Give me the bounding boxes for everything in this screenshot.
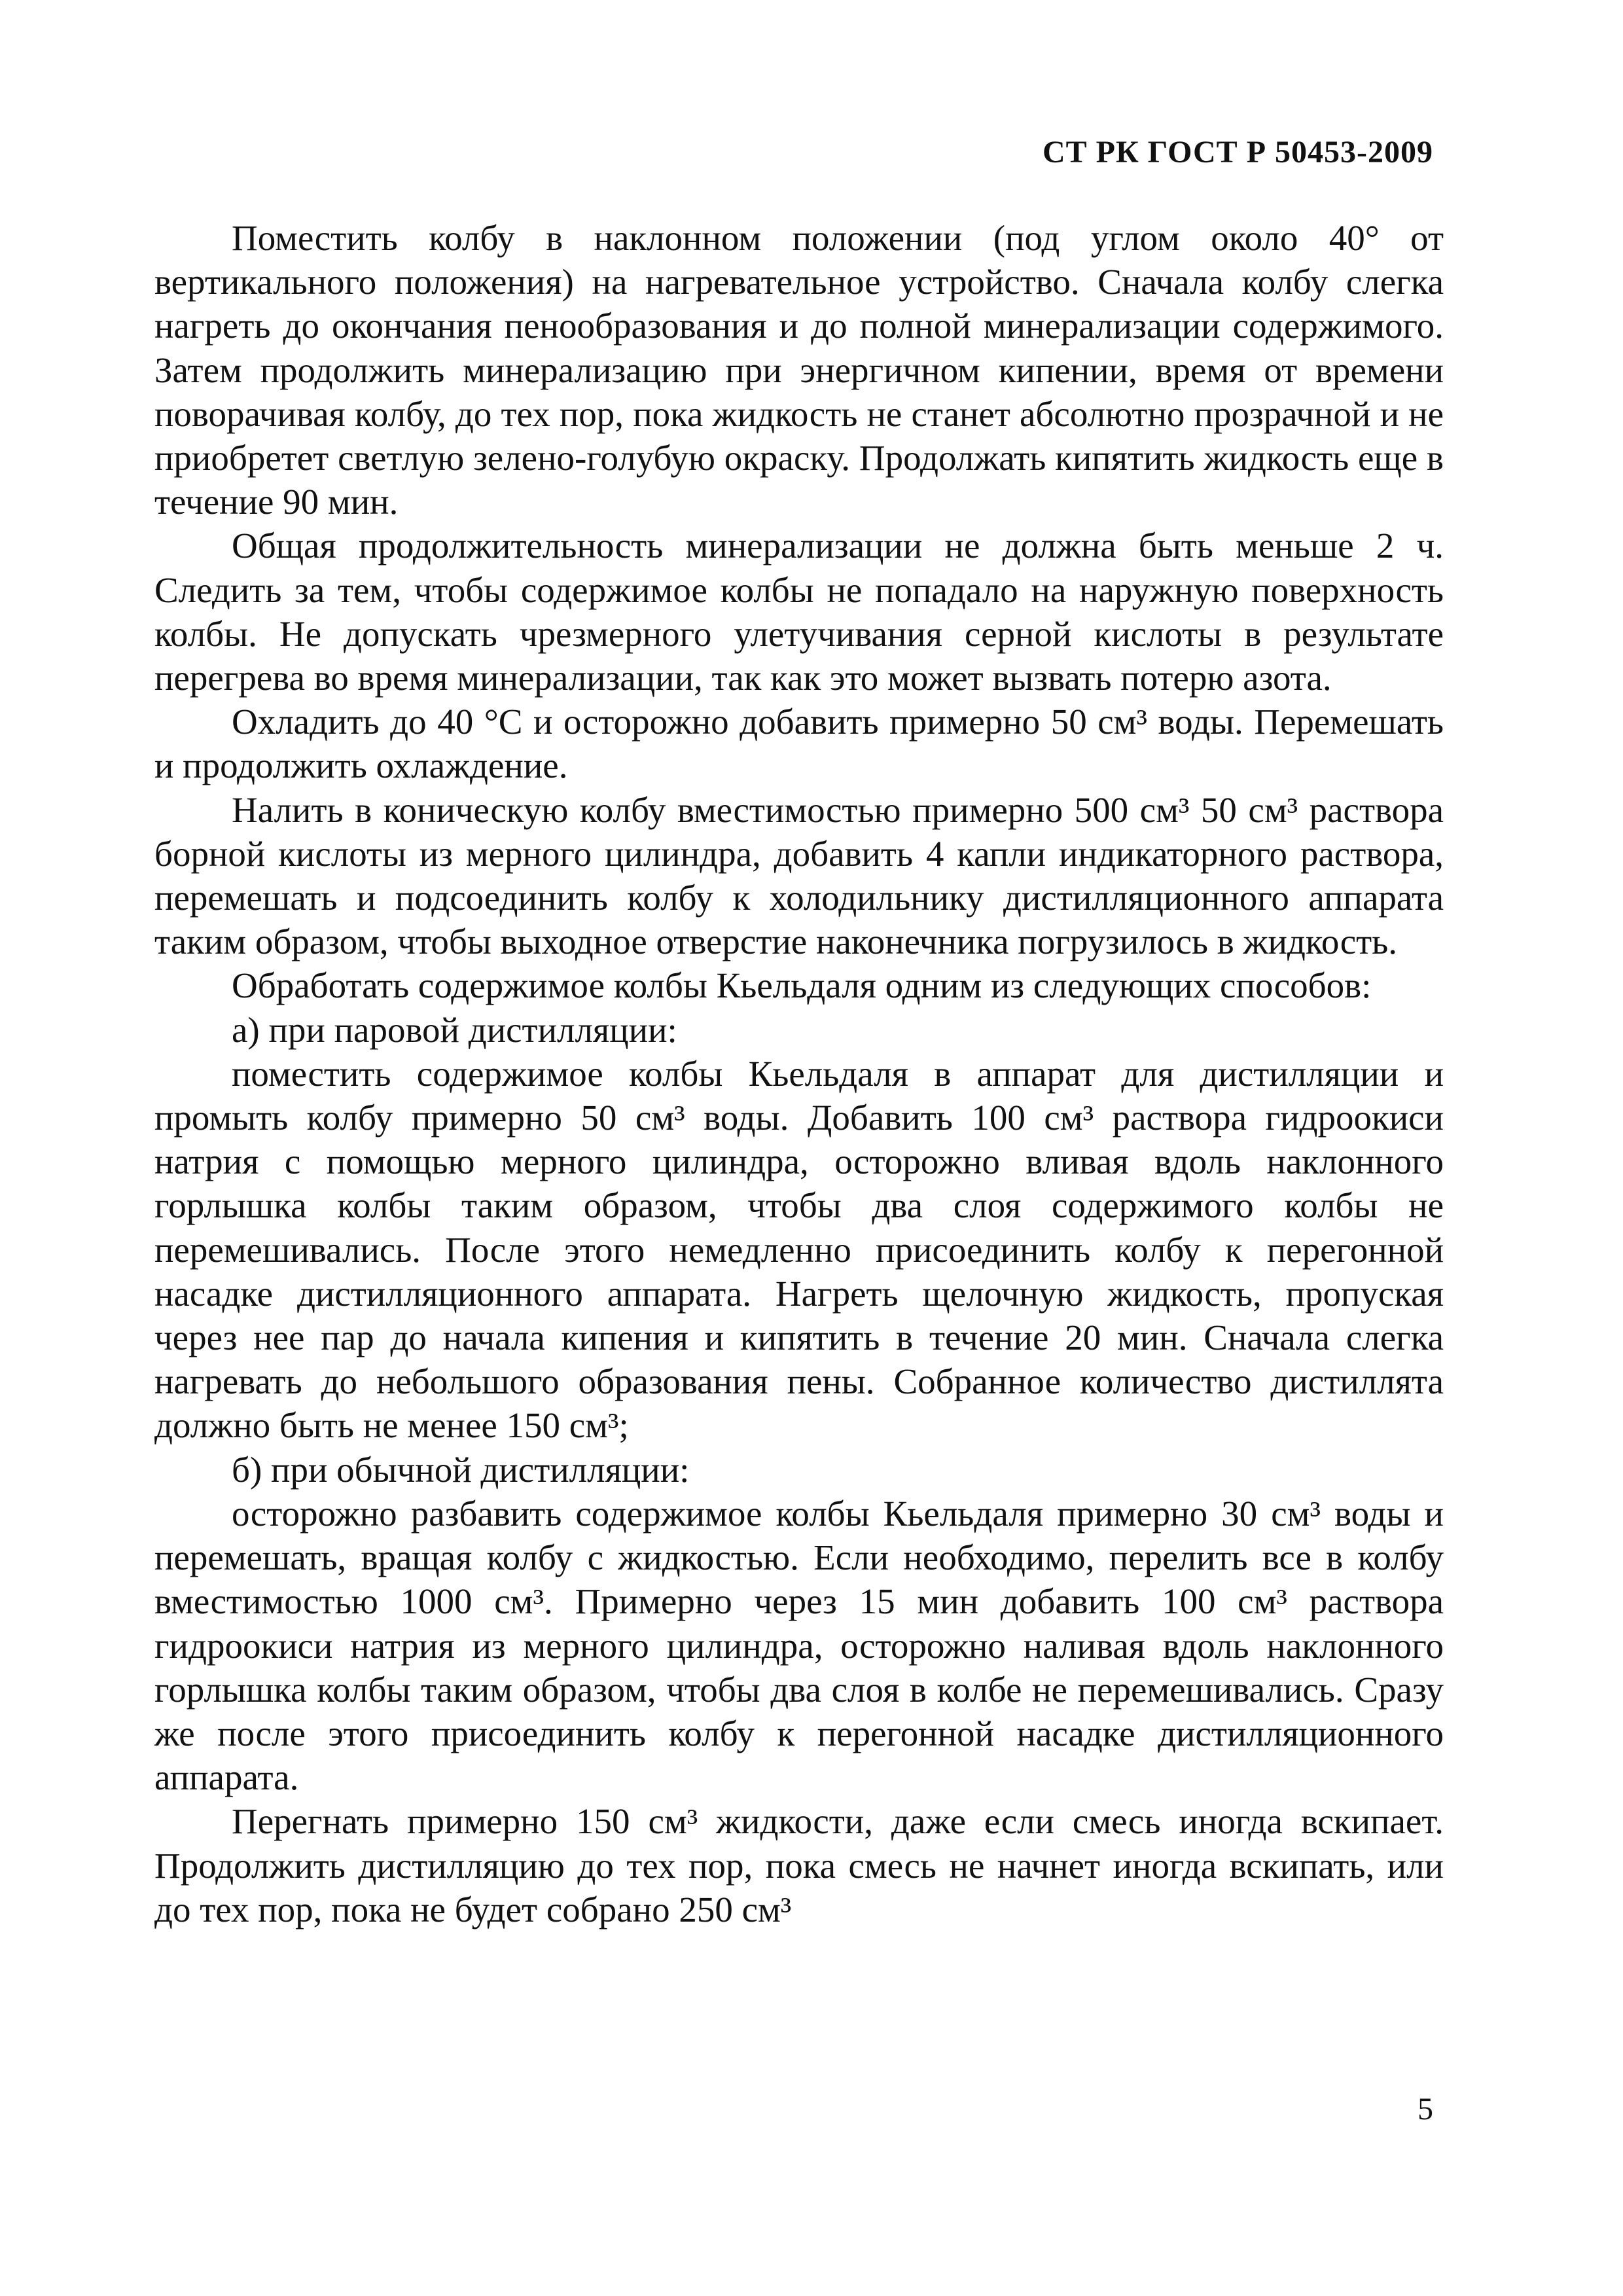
paragraph: Общая продолжительность минерализации не должна быть меньше 2 ч. Следить за тем, чтобы содержимое колбы не попадало на наружную поверхность колбы. Не допускать чрезмерного улетучивания серной кислоты в результате перегрева во время минерализации, так как это может вызвать потерю азота.	[154, 526, 1444, 698]
paragraph: б) при обычной дистилляции:	[232, 1449, 690, 1490]
paragraph: осторожно разбавить содержимое колбы Кьельдаля примерно 30 см³ воды и перемешать, вращая колбу с жидкостью. Если необходимо, перелить все в колбу вместимостью 1000 см³. Примерно через 15 мин добавить 100 см³ раствора гидроокиси натрия из мерного цилиндра, осторожно наливая вдоль наклонного горлышка колбы таким образом, чтобы два слоя в колбе не перемешивались. Сразу же после этого присоединить колбу к перегонной насадке дистилляционного аппарата.	[154, 1493, 1444, 1798]
paragraph: Перегнать примерно 150 см³ жидкости, даже если смесь иногда вскипает. Продолжить дистилляцию до тех пор, пока смесь не начнет иногда вскипать, или до тех пор, пока не будет собрано 250 см³	[154, 1801, 1444, 1929]
paragraph: а) при паровой дистилляции:	[232, 1009, 677, 1050]
paragraph: Обработать содержимое колбы Кьельдаля одним из следующих способов:	[232, 965, 1372, 1006]
page-number: 5	[1418, 2092, 1433, 2126]
paragraph: Поместить колбу в наклонном положении (под углом около 40° от вертикального положения) на нагревательное устройство. Сначала колбу слегка нагреть до окончания пенообразования и до полной минерализации содержимого. Затем продолжить минерализацию при энергичном кипении, время от времени поворачивая колбу, до тех пор, пока жидкость не станет абсолютно прозрачной и не приобретет светлую зелено-голубую окраску. Продолжать кипятить жидкость еще в течение 90 мин.	[154, 218, 1444, 522]
paragraph: Охладить до 40 °С и осторожно добавить примерно 50 см³ воды. Перемешать и продолжить охлаждение.	[154, 702, 1444, 786]
document-header: СТ РК ГОСТ Р 50453-2009	[1042, 135, 1433, 170]
paragraph: Налить в коническую колбу вместимостью примерно 500 см³ 50 см³ раствора борной кислоты из мерного цилиндра, добавить 4 капли индикаторного раствора, перемешать и подсоединить колбу к холодильнику дистилляционного аппарата таким образом, чтобы выходное отверстие наконечника погрузилось в жидкость.	[154, 789, 1444, 962]
body-text	[154, 216, 1444, 1931]
paragraph: поместить содержимое колбы Кьельдаля в аппарат для дистилляции и промыть колбу примерно 50 см³ воды. Добавить 100 см³ раствора гидроокиси натрия с помощью мерного цилиндра, осторожно вливая вдоль наклонного горлышка колбы таким образом, чтобы два слоя содержимого колбы не перемешивались. После этого немедленно присоединить колбу к перегонной насадке дистилляционного аппарата. Нагреть щелочную жидкость, пропуская через нее пар до начала кипения и кипятить в течение 20 мин. Сначала слегка нагревать до небольшого образования пены. Собранное количество дистиллята должно быть не менее 150 см³;	[154, 1053, 1444, 1446]
